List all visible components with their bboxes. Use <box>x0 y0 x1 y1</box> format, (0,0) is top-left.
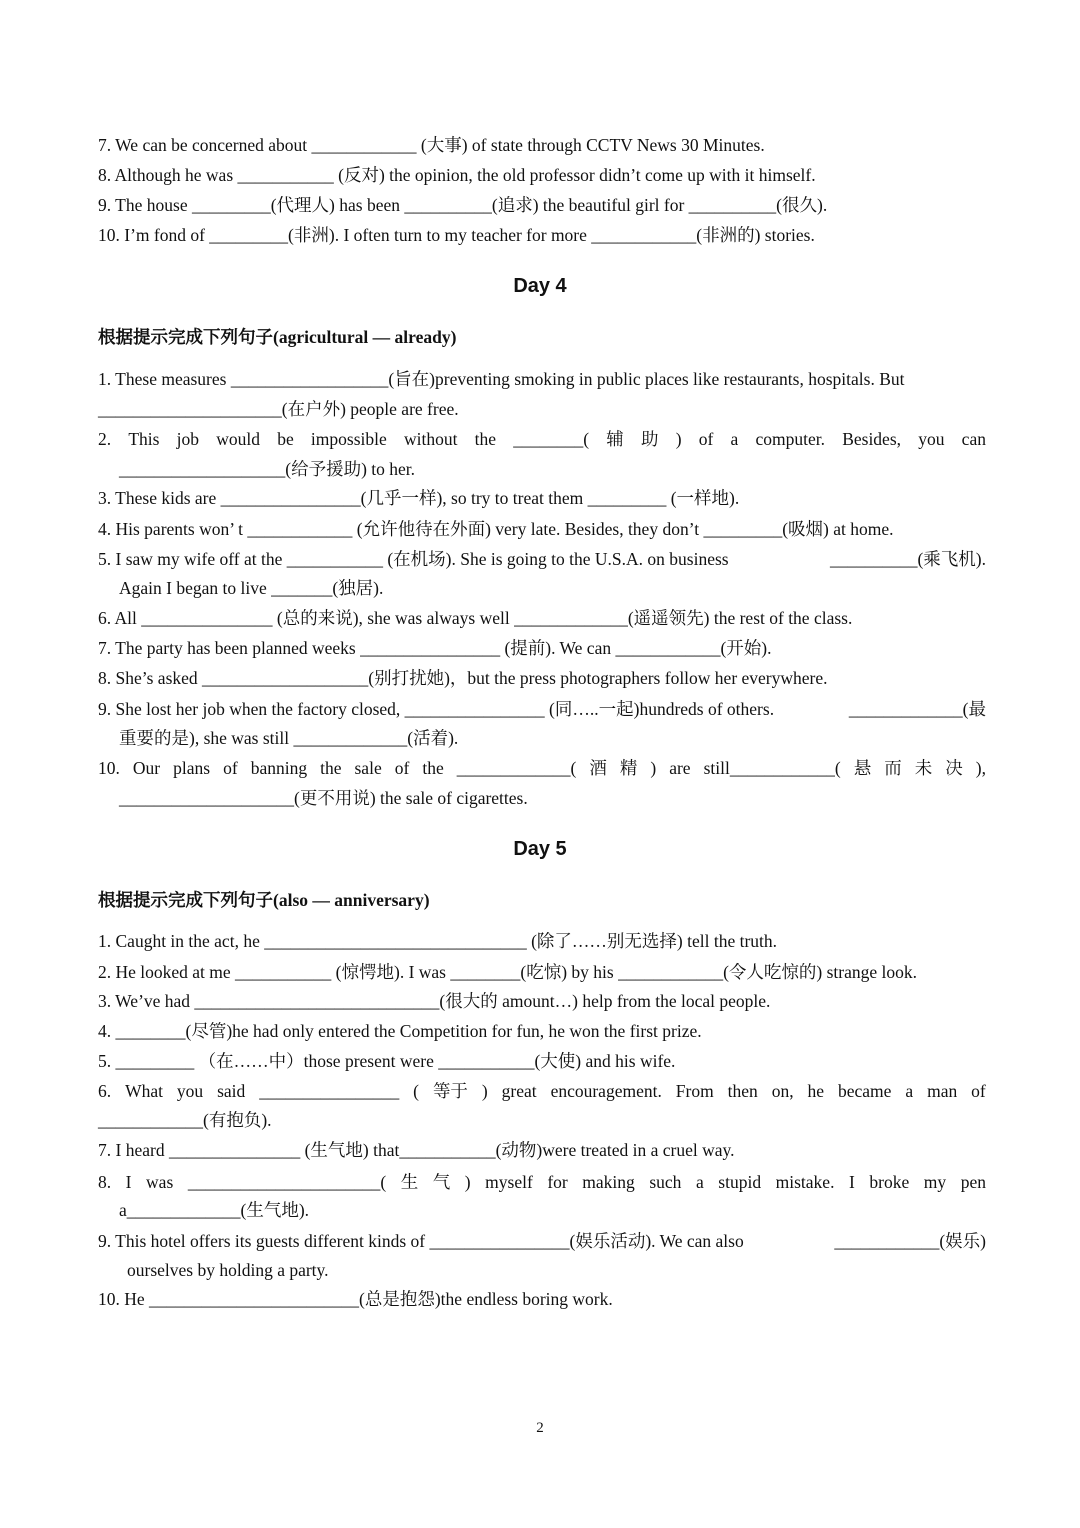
line-token: ) <box>650 758 657 778</box>
day4-question-9 <box>98 698 986 720</box>
line-token: This <box>128 429 160 449</box>
day5-question-8 <box>98 1171 986 1193</box>
line-token: would <box>216 429 260 449</box>
line-token: 9. She lost her job when the factory closed, ________________ (同…..一起)hundreds of others. <box>98 699 775 719</box>
day4-question-5 <box>98 548 986 570</box>
line-token: said <box>217 1081 246 1101</box>
line-token: can <box>961 429 986 449</box>
line-token: _____________(最 <box>848 699 986 719</box>
line-token: still____________( <box>703 758 841 778</box>
day4-question-8: 8. She’s asked ___________________(别打扰她)，but the press photographers follow her everywhere. <box>98 668 828 688</box>
day5-question-6-cont: ____________(有抱负). <box>98 1110 272 1130</box>
line-token: computer. <box>755 429 825 449</box>
line-token: Besides, <box>842 429 902 449</box>
line-token: on, <box>771 1081 794 1101</box>
line-token: mistake. <box>775 1172 835 1192</box>
line-token: 2. <box>98 429 112 449</box>
day4-question-10-cont: ____________________(更不用说) the sale of cigarettes. <box>119 788 528 808</box>
line-token: 未 <box>914 758 933 778</box>
line-token: job <box>176 429 200 449</box>
line-token: ) <box>675 429 682 449</box>
day4-question-4: 4. His parents won’ t ____________ (允许他待在外面) very late. Besides, they don’t _________(吸烟) at home. <box>98 519 894 539</box>
line-token: 气 <box>432 1172 451 1192</box>
day4-question-5-cont: Again I began to live _______(独居). <box>119 578 384 598</box>
line-token: I <box>125 1172 132 1192</box>
line-token: my <box>923 1172 947 1192</box>
day3-question-8: 8. Although he was ___________ (反对) the opinion, the old professor didn’t come up with it himself. <box>98 165 816 185</box>
line-token: 5. I saw my wife off at the ___________ (在机场). She is going to the U.S.A. on business <box>98 549 729 569</box>
line-token: the <box>422 758 444 778</box>
day4-question-1: 1. These measures __________________(旨在)preventing smoking in public places like restaurants, hospitals. But <box>98 369 905 389</box>
line-token: such <box>649 1172 682 1192</box>
line-token: stupid <box>718 1172 762 1192</box>
line-token: he <box>807 1081 825 1101</box>
day5-heading: Day 5 <box>513 838 567 860</box>
line-token: pen <box>960 1172 986 1192</box>
line-token: then <box>727 1081 758 1101</box>
day4-instruction: 根据提示完成下列句子(agricultural — already) <box>98 327 457 347</box>
day4-question-2 <box>98 428 986 450</box>
day3-question-10: 10. I’m fond of _________(非洲). I often turn to my teacher for more ____________(非洲的) stories. <box>98 225 815 245</box>
line-token: be <box>277 429 294 449</box>
day4-question-1-cont: _____________________(在户外) people are free. <box>98 399 459 419</box>
line-token: a <box>730 429 739 449</box>
line-token: 辅 <box>606 429 624 449</box>
line-token: __________(乘飞机). <box>829 549 986 569</box>
day5-question-9-cont: ourselves by holding a party. <box>127 1260 329 1280</box>
line-token: of <box>698 429 714 449</box>
line-token: From <box>675 1081 714 1101</box>
line-token: ____________(娱乐) <box>834 1231 986 1251</box>
day5-question-6 <box>98 1080 986 1102</box>
line-token: I <box>849 1172 855 1192</box>
line-token: great <box>501 1081 537 1101</box>
day3-question-9: 9. The house _________(代理人) has been __________(追求) the beautiful girl for __________(很久). <box>98 195 828 215</box>
line-token: a <box>905 1081 914 1101</box>
line-token: plans <box>173 758 211 778</box>
line-token: of <box>971 1081 986 1101</box>
day5-question-10: 10. He ________________________(总是抱怨)the endless boring work. <box>98 1289 613 1309</box>
line-token: What <box>125 1081 163 1101</box>
line-token: you <box>176 1081 204 1101</box>
line-token: ______________________( <box>187 1172 387 1192</box>
line-token: 酒 <box>589 758 607 778</box>
line-token: impossible <box>310 429 387 449</box>
line-token: 10. <box>98 758 120 778</box>
line-token: was <box>146 1172 174 1192</box>
line-token: ) <box>481 1081 488 1101</box>
line-token: for <box>547 1172 568 1192</box>
line-token: man <box>927 1081 958 1101</box>
page-number: 2 <box>536 1420 544 1436</box>
line-token: 而 <box>884 758 902 778</box>
line-token: 9. This hotel offers its guests different kinds of ________________(娱乐活动). We can also <box>98 1231 744 1251</box>
line-token: banning <box>250 758 308 778</box>
day5-question-9 <box>98 1230 986 1252</box>
line-token: 6. <box>98 1081 112 1101</box>
day5-question-1: 1. Caught in the act, he ______________________________ (除了……别无选择) tell the truth. <box>98 931 778 951</box>
line-token: _____________( <box>456 758 577 778</box>
line-token: making <box>582 1172 635 1192</box>
day4-question-9-cont: 重要的是), she was still _____________(活着). <box>119 728 459 748</box>
line-token: 助 <box>640 429 659 449</box>
day4-question-6: 6. All _______________ (总的来说), she was always well _____________(遥遥领先) the rest of the class. <box>98 608 853 628</box>
day4-heading: Day 4 <box>513 275 567 297</box>
line-token: 精 <box>619 758 638 778</box>
line-token: ________( <box>513 429 590 449</box>
line-token: 决 <box>945 758 963 778</box>
day5-question-4: 4. ________(尽管)he had only entered the Competition for fun, he won the first prize. <box>98 1021 702 1041</box>
day4-question-7: 7. The party has been planned weeks ________________ (提前). We can ____________(开始). <box>98 638 772 658</box>
line-token: a <box>695 1172 704 1192</box>
line-token: ) <box>464 1172 471 1192</box>
day5-question-8-cont: a_____________(生气地). <box>119 1200 310 1220</box>
day5-instruction: 根据提示完成下列句子(also — anniversary) <box>98 890 430 910</box>
line-token: ), <box>975 758 986 778</box>
day3-question-7: 7. We can be concerned about ____________ (大事) of state through CCTV News 30 Minutes. <box>98 135 765 155</box>
day5-question-3: 3. We’ve had ____________________________(很大的 amount…) help from the local people. <box>98 991 771 1011</box>
line-token: of <box>223 758 238 778</box>
line-token: encouragement. <box>550 1081 662 1101</box>
day5-question-7: 7. I heard _______________ (生气地) that___________(动物)were treated in a cruel way. <box>98 1140 735 1160</box>
day5-question-5: 5. _________ （在……中）those present were ___________(大使) and his wife. <box>98 1051 676 1071</box>
line-token: 悬 <box>853 758 872 778</box>
day4-question-10 <box>98 757 986 779</box>
line-token: the <box>474 429 497 449</box>
day5-question-2: 2. He looked at me ___________ (惊愕地). I was ________(吃惊) by his ____________(令人吃惊的) strange look. <box>98 962 917 982</box>
line-token: the <box>320 758 342 778</box>
line-token: sale <box>354 758 382 778</box>
day4-question-2-cont: ___________________(给予援助) to her. <box>119 459 416 479</box>
line-token: of <box>394 758 410 778</box>
line-token: broke <box>869 1172 910 1192</box>
line-token: ________________ <box>259 1081 400 1101</box>
line-token: 生 <box>400 1172 419 1192</box>
line-token: ( <box>413 1081 419 1101</box>
line-token: without <box>403 429 458 449</box>
line-token: myself <box>485 1172 533 1192</box>
line-token: Our <box>132 758 161 778</box>
line-token: became <box>838 1081 892 1101</box>
line-token: you <box>918 429 945 449</box>
line-token: 8. <box>98 1172 112 1192</box>
line-token: are <box>669 758 691 778</box>
day4-question-3: 3. These kids are ________________(几乎一样), so try to treat them _________ (一样地). <box>98 488 740 508</box>
line-token: 等于 <box>432 1081 468 1101</box>
